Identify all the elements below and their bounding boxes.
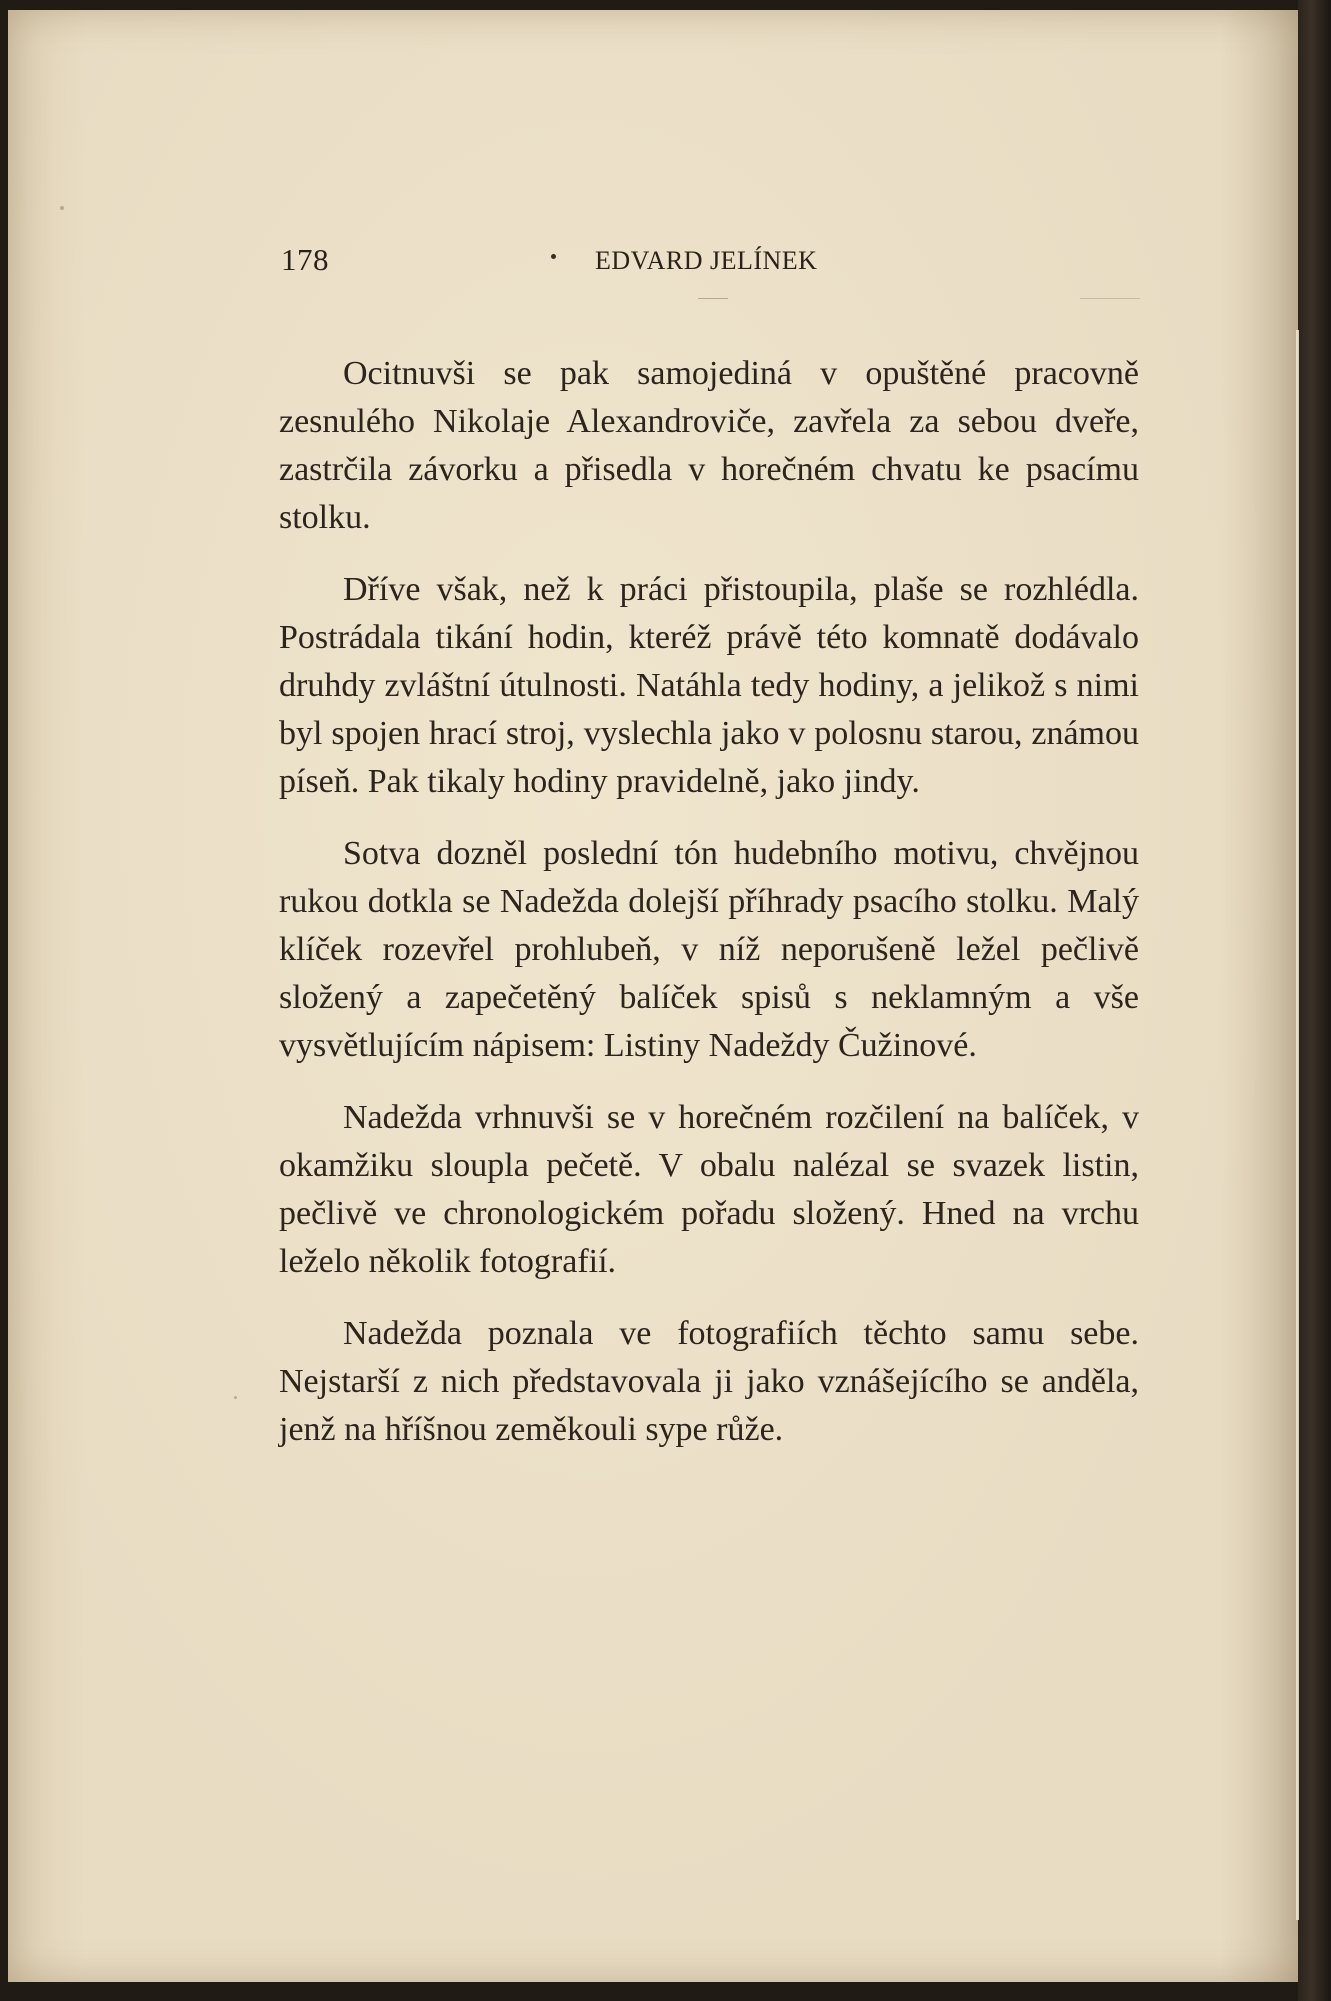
page-number: 178 xyxy=(281,242,329,277)
header-rule-fragment xyxy=(698,298,728,299)
paragraph: Sotva dozněl poslední tón hudebního motivu, chvějnou rukou dotkla se Nadežda dolejší příhrady psacího stolku. Malý klíček rozevřel prohlubeň, v níž neporušeně ležel pečlivě složený a zapečetěný balíček spisů s neklamným a vše vysvětlujícím nápisem: Listiny Nadeždy Čužinové. xyxy=(279,835,1139,1064)
book-spine-edge xyxy=(1298,0,1331,2001)
header-ornament-dot xyxy=(551,254,556,259)
page-edge-highlight xyxy=(1296,330,1299,1920)
paragraph: Nadežda vrhnuvši se v horečném rozčilení na balíček, v okamžiku sloupla pečetě. V obalu nalézal se svazek listin, pečlivě ve chronologickém pořadu složený. Hned na vrchu leželo několik fotografií. xyxy=(279,1099,1139,1280)
paragraph: Dříve však, než k práci přistoupila, plaše se rozhlédla. Postrádala tikání hodin, kteréž právě této komnatě dodávalo druhdy zvláštní útulnosti. Natáhla tedy hodiny, a jelikož s nimi byl spojen hrací stroj, vyslechla jako v polosnu starou, známou píseň. Pak tikaly hodiny pravidelně, jako jindy. xyxy=(279,571,1139,800)
header-rule-fragment xyxy=(1080,298,1140,299)
paragraph: Ocitnuvši se pak samojediná v opuštěné pracovně zesnulého Nikolaje Alexandroviče, zavřela za sebou dveře, zastrčila závorku a přisedla v horečném chvatu ke psacímu stolku. xyxy=(279,355,1139,536)
paper-fleck xyxy=(60,206,64,210)
running-head: EDVARD JELÍNEK xyxy=(595,246,818,275)
paper-fleck xyxy=(234,1396,237,1399)
body-text xyxy=(279,350,1139,1454)
paper-page xyxy=(8,10,1298,1982)
paragraph: Nadežda poznala ve fotografiích těchto samu sebe. Nejstarší z nich představovala ji jako vznášejícího se anděla, jenž na hříšnou zeměkouli sype růže. xyxy=(279,1315,1139,1448)
